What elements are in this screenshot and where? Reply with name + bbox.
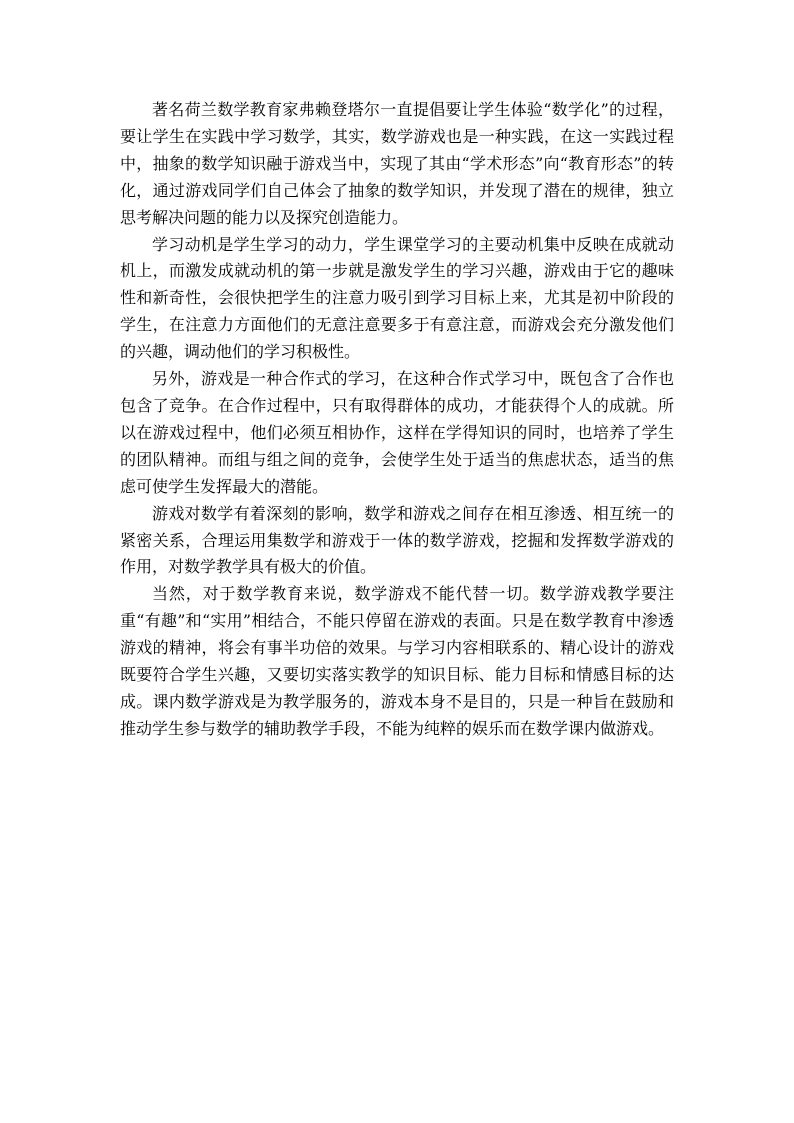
paragraph-5: 当然，对于数学教育来说，数学游戏不能代替一切。数学游戏教学要注重“有趣”和“实用”相结合，不能只停留在游戏的表面。只是在数学教育中渗透游戏的精神，将会有事半功倍的效果。与学习内容相联系的、精心设计的游戏既要符合学生兴趣，又要切实落实教学的知识目标、能力目标和情感目标的达成。课内数学游戏是为教学服务的，游戏本身不是目的，只是一种旨在鼓励和推动学生参与数学的辅助教学手段，不能为纯粹的娱乐而在数学课内做游戏。 <box>120 584 674 738</box>
paragraph-1: 著名荷兰数学教育家弗赖登塔尔一直提倡要让学生体验“数学化”的过程，要让学生在实践中学习数学，其实，数学游戏也是一种实践，在这一实践过程中，抽象的数学知识融于游戏当中，实现了其由“学术形态”向“教育形态”的转化，通过游戏同学们自己体会了抽象的数学知识，并发现了潜在的规律，独立思考解决问题的能力以及探究创造能力。 <box>120 100 674 227</box>
paragraph-3: 另外，游戏是一种合作式的学习，在这种合作式学习中，既包含了合作也包含了竞争。在合作过程中，只有取得群体的成功，才能获得个人的成就。所以在游戏过程中，他们必须互相协作，这样在学得知识的同时，也培养了学生的团队精神。而组与组之间的竞争，会使学生处于适当的焦虑状态，适当的焦虑可使学生发挥最大的潜能。 <box>120 369 674 496</box>
paragraph-4: 游戏对数学有着深刻的影响，数学和游戏之间存在相互渗透、相互统一的紧密关系，合理运用集数学和游戏于一体的数学游戏，挖掘和发挥数学游戏的作用，对数学教学具有极大的价值。 <box>120 503 674 577</box>
document-body <box>120 97 674 743</box>
paragraph-2: 学习动机是学生学习的动力，学生课堂学习的主要动机集中反映在成就动机上，而激发成就动机的第一步就是激发学生的学习兴趣，游戏由于它的趣味性和新奇性，会很快把学生的注意力吸引到学习目标上来，尤其是初中阶段的学生，在注意力方面他们的无意注意要多于有意注意，而游戏会充分激发他们的兴趣，调动他们的学习积极性。 <box>120 234 674 362</box>
